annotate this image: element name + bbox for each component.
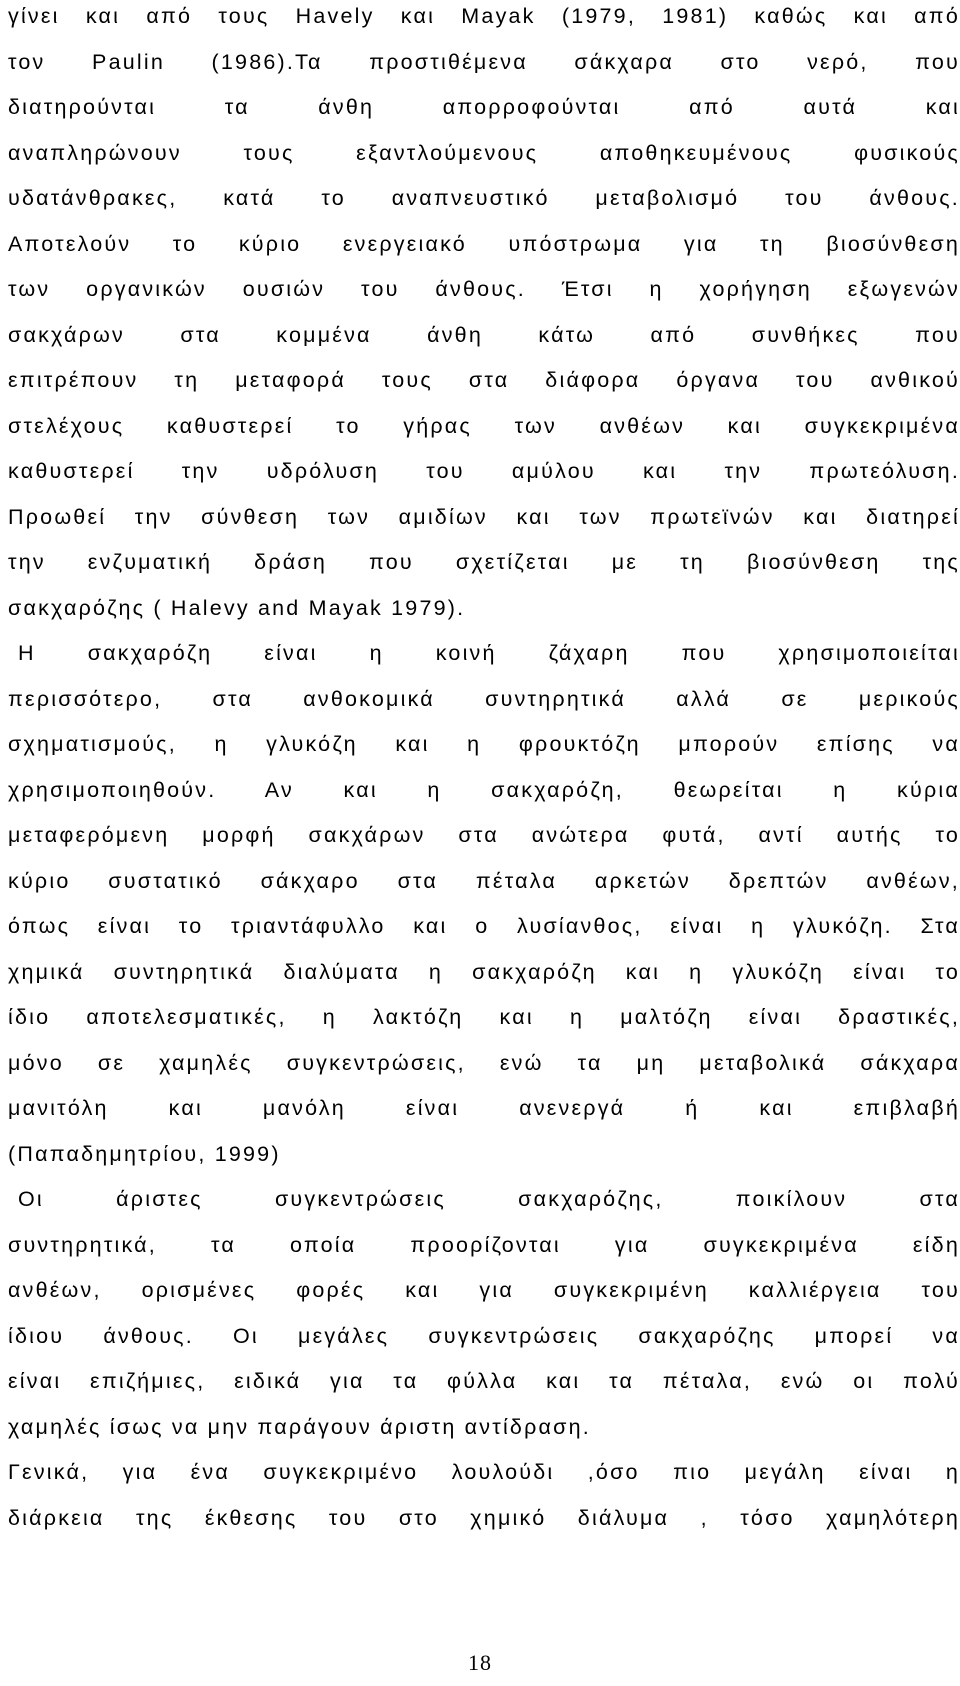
page-number: 18 (468, 1650, 492, 1675)
text-line: ίδιο αποτελεσματικές, η λακτόζη και η μαλτόζη είναι δραστικές, (8, 1005, 960, 1029)
text-line: σακχαρόζης ( Halevy and Mayak 1979). (8, 595, 466, 620)
text-line: κύριο συστατικό σάκχαρο στα πέταλα αρκετών δρεπτών ανθέων, (8, 868, 960, 893)
text-line: την ενζυματική δράση που σχετίζεται με τη βιοσύνθεση της (8, 550, 960, 574)
text-line: χρησιμοποιηθούν. Αν και η σακχαρόζη, θεωρείται η κύρια (8, 777, 960, 802)
text-line: σακχάρων στα κομμένα άνθη κάτω από συνθήκες που (8, 322, 960, 347)
text-line: τον Paulin (1986).Τα προστιθέμενα σάκχαρα στο νερό, που (8, 49, 960, 74)
text-line: διάρκεια της έκθεσης του στο χημικό διάλυμα , τόσο χαμηλότερη (8, 1505, 960, 1530)
text-line: ανθέων, ορισμένες φορές και για συγκεκριμένη καλλιέργεια του (8, 1278, 960, 1302)
document-body (8, 0, 960, 1541)
text-line: γίνει και από τους Havely και Mayak (1979, 1981) καθώς και από (8, 4, 960, 28)
text-line: στελέχους καθυστερεί το γήρας των ανθέων και συγκεκριμένα (8, 413, 960, 438)
text-line: διατηρούνται τα άνθη απορροφούνται από αυτά και (8, 95, 960, 119)
text-line: μεταφερόμενη μορφή σακχάρων στα ανώτερα φυτά, αντί αυτής το (8, 823, 960, 847)
text-line: (Παπαδημητρίου, 1999) (8, 1141, 281, 1166)
text-line: Γενικά, για ένα συγκεκριμένο λουλούδι ,όσο πιο μεγάλη είναι η (8, 1460, 960, 1484)
text-line: χαμηλές ίσως να μην παράγουν άριστη αντίδραση. (8, 1414, 591, 1439)
text-line: συντηρητικά, τα οποία προορίζονται για συγκεκριμένα είδη (8, 1232, 960, 1257)
text-line: περισσότερο, στα ανθοκομικά συντηρητικά αλλά σε μερικούς (8, 686, 960, 711)
text-line: Οι άριστες συγκεντρώσεις σακχαρόζης, ποικίλουν στα (18, 1187, 960, 1211)
text-line: μανιτόλη και μανόλη είναι ανενεργά ή και επιβλαβή (8, 1096, 960, 1120)
text-line: ίδιου άνθους. Οι μεγάλες συγκεντρώσεις σακχαρόζης μπορεί να (8, 1323, 960, 1348)
text-line: Προωθεί την σύνθεση των αμιδίων και των πρωτεϊνών και διατηρεί (8, 504, 960, 529)
text-line: μόνο σε χαμηλές συγκεντρώσεις, ενώ τα μη μεταβολικά σάκχαρα (8, 1050, 960, 1075)
text-line: Η σακχαρόζη είναι η κοινή ζάχαρη που χρησιμοποιείται (18, 641, 960, 665)
text-line: καθυστερεί την υδρόλυση του αμύλου και την πρωτεόλυση. (8, 459, 960, 483)
text-line: είναι επιζήμιες, ειδικά για τα φύλλα και τα πέταλα, ενώ οι πολύ (8, 1369, 960, 1393)
text-line: αναπληρώνουν τους εξαντλούμενους αποθηκευμένους φυσικούς (8, 140, 960, 165)
text-line: επιτρέπουν τη μεταφορά τους στα διάφορα όργανα του ανθικού (8, 368, 960, 392)
text-line: υδατάνθρακες, κατά το αναπνευστικό μεταβολισμό του άνθους. (8, 186, 960, 210)
text-line: χημικά συντηρητικά διαλύματα η σακχαρόζη και η γλυκόζη είναι το (8, 959, 960, 984)
text-line: Αποτελούν το κύριο ενεργειακό υπόστρωμα για τη βιοσύνθεση (8, 231, 960, 256)
text-line: των οργανικών ουσιών του άνθους. Έτσι η χορήγηση εξωγενών (8, 277, 960, 301)
text-line: όπως είναι το τριαντάφυλλο και ο λυσίανθος, είναι η γλυκόζη. Στα (8, 914, 960, 938)
text-line: σχηματισμούς, η γλυκόζη και η φρουκτόζη μπορούν επίσης να (8, 732, 960, 756)
